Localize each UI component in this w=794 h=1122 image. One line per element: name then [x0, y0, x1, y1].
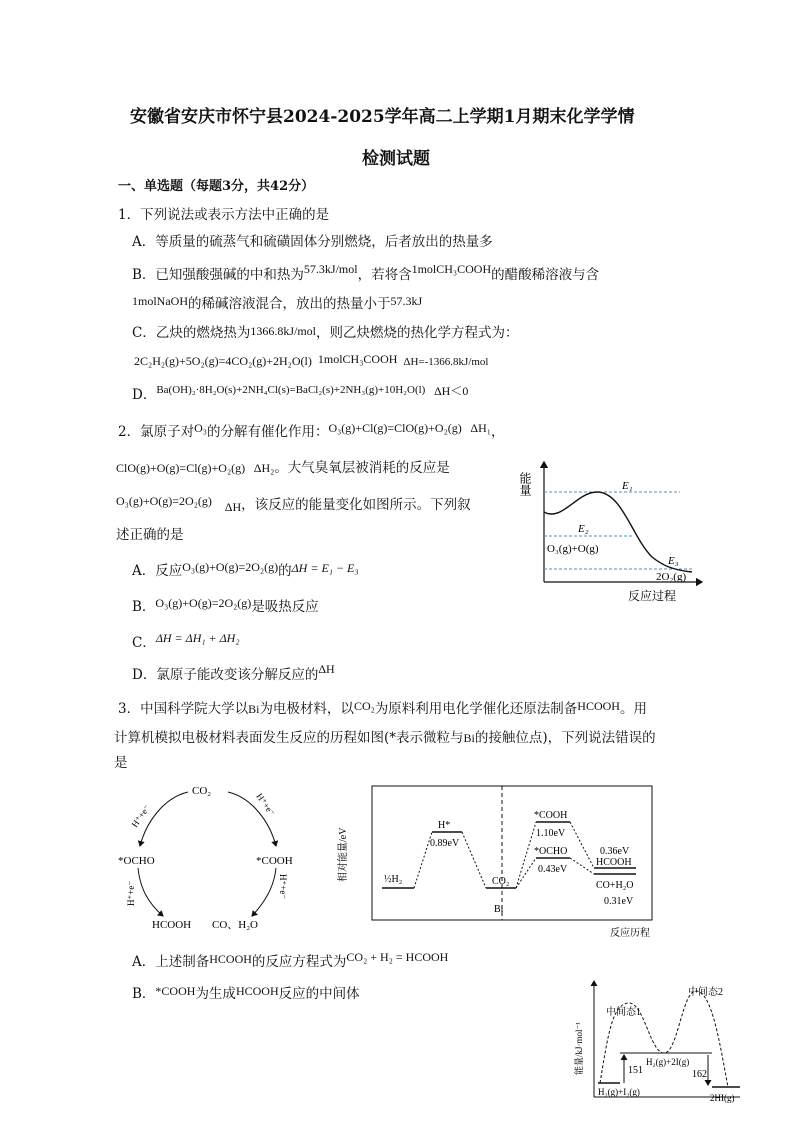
path-connector-2: [462, 832, 486, 888]
relative-energy-profile: [330, 782, 660, 940]
fig2-xlabel: 反应历程: [610, 928, 650, 939]
q1-option-d: D．$^{Ba(OH)_2\cdot 8H_2O(s)+2NH_4Cl(s)=BaCl_2(s)+2NH_3(g)+10H_2O(l)}$ ΔH＜0: [132, 384, 469, 403]
q2-line2: ClO(g)+O(g)=Cl(g)+O₂(g) ΔH₂。大气臭氧层被消耗的反应是: [116, 460, 450, 476]
cycle-arrow-label-bottom-left: H⁺+e⁻: [126, 880, 136, 906]
q3-line1: 3．中国科学院大学以Bi为电极材料，以CO₂为原料利用电化学催化还原法制备HCOOH。用: [118, 699, 647, 717]
fig2-ylabel: 相对能量/eV: [338, 827, 349, 882]
q2-option-c: C．ΔH = ΔH₁ + ΔH₂: [132, 631, 240, 651]
cycle-co-h2o: CO、H₂O: [212, 919, 259, 931]
fig2-ocho: *OCHO: [534, 846, 568, 857]
fig2-co-h2o: CO+H₂O: [596, 880, 634, 891]
fig3-mid1: 中间态1: [606, 1007, 641, 1018]
q3-option-a: A．上述制备HCOOH的反应方程式为CO₂ + H₂ = HCOOH: [132, 950, 449, 970]
fig2-half-h2: ½H₂: [384, 874, 403, 885]
fig3-v151: 151: [628, 1065, 643, 1076]
energy-diagram-ozone: [518, 452, 722, 604]
fig1-e3: E₃: [668, 555, 679, 567]
catalytic-cycle-diagram: [108, 778, 308, 938]
fig1-e1: E₁: [622, 480, 633, 492]
cycle-ocho: *OCHO: [118, 855, 155, 867]
cycle-arrow-label-left: H⁺+e⁻: [129, 802, 153, 830]
hi-energy-diagram: [570, 975, 746, 1115]
fig2-co2: CO₂: [492, 876, 510, 887]
fig1-ylabel: 能量: [518, 472, 532, 496]
cycle-arrow-label-bottom-right: H⁺+e⁻: [278, 874, 288, 900]
fig3-mid2: 中间态2: [688, 987, 723, 998]
q1-option-b-line2: 1molNaOH的稀碱溶液混合，放出的热量小于57.3kJ: [132, 294, 423, 312]
q1-option-c: C．乙炔的燃烧热为1366.8kJ/mol，则乙炔燃烧的热化学方程式为：: [132, 324, 519, 341]
fig3-v162: 162: [692, 1069, 707, 1080]
q2-option-a: A．反应O₃(g)+O(g)=2O₂(g)的ΔH = E₁ − E₃: [132, 560, 359, 579]
arrow-cooh-to-coh2o: [252, 868, 276, 916]
path-connector-5: [570, 822, 594, 868]
cycle-arrow-label-right: H⁺+e⁻: [254, 791, 277, 818]
q1-option-c-equation: 2C₂H₂(g)+5O₂(g)=4CO₂(g)+2H₂O(l) 1molCH₃COOH ΔH=-1366.8kJ/mol: [134, 352, 489, 368]
path-connector-3: [516, 822, 536, 888]
fig3-h2-2i: H₂(g)+2I(g): [646, 1057, 690, 1067]
q2-line4: 述正确的是: [116, 527, 184, 543]
fig1-xlabel: 反应过程: [628, 589, 677, 603]
q2-line3: O₃(g)+O(g)=2O₂(g) ΔH，该反应的能量变化如图所示。下列叙: [116, 494, 471, 514]
cycle-co2: CO₂: [192, 785, 212, 797]
fig1-reactant: O₃(g)+O(g): [547, 543, 599, 555]
path-connector-4: [516, 858, 536, 888]
q3-line3: 是: [114, 755, 128, 771]
arrow-ocho-to-hcooh: [138, 868, 163, 916]
fig3-ylabel: 能量/kJ·mol⁻¹: [574, 1022, 584, 1075]
path-connector-6: [570, 858, 594, 874]
paper-title-line1: 安徽省安庆市怀宁县2024-2025学年高二上学期1月期末化学学情: [130, 107, 635, 127]
fig1-product: 2O₂(g): [656, 571, 687, 583]
q1-stem: 1．下列说法或表示方法中正确的是: [118, 207, 330, 223]
cycle-hcooh: HCOOH: [152, 919, 192, 931]
q3-option-b: B．*COOH为生成HCOOH反应的中间体: [132, 984, 360, 1002]
fig2-ocho-value: 0.43eV: [538, 864, 568, 875]
fig2-cooh: *COOH: [534, 810, 568, 821]
fig2-h-star: H*: [438, 820, 451, 831]
fig2-bi: Bi: [494, 904, 504, 915]
paper-title-line2: 检测试题: [362, 149, 430, 169]
section-heading: 一、单选题（每题3分，共42分）: [118, 179, 315, 194]
fig2-co-value: 0.31eV: [604, 896, 634, 907]
fig2-h-value: 0.89eV: [430, 838, 460, 849]
fig3-curve: [600, 991, 728, 1087]
fig2-hcooh: HCOOH: [596, 857, 632, 868]
q3-line2: 计算机模拟电极材料表面发生反应的历程如图(*表示微粒与Bi的接触位点)，下列说法错误的: [114, 730, 656, 746]
cycle-cooh: *COOH: [256, 855, 293, 867]
fig1-e2: E₂: [578, 523, 589, 535]
q1-option-a: A．等质量的硫蒸气和硫磺固体分别燃烧，后者放出的热量多: [132, 234, 493, 250]
arrow-co2-to-ocho: [140, 792, 188, 846]
fig3-h2-i2: H₂(g)+I₂(g): [598, 1087, 640, 1097]
fig3-2hi: 2HI(g): [710, 1093, 735, 1103]
fig2-hcooh-value: 0.36eV: [600, 846, 630, 857]
q2-option-d: D．氯原子能改变该分解反应的ΔH: [132, 662, 335, 683]
q2-line1: 2．氯原子对O₃的分解有催化作用：O₃(g)+Cl(g)=ClO(g)+O₂(g) ΔH₁，: [118, 421, 505, 440]
q2-option-b: B．O₃(g)+O(g)=2O₂(g)是吸热反应: [132, 596, 319, 615]
q1-option-b-line1: B．已知强酸强碱的中和热为57.3kJ/mol，若将含1molCH₃COOH的醋酸稀溶液与含: [132, 262, 600, 283]
fig2-cooh-value: 1.10eV: [536, 828, 566, 839]
